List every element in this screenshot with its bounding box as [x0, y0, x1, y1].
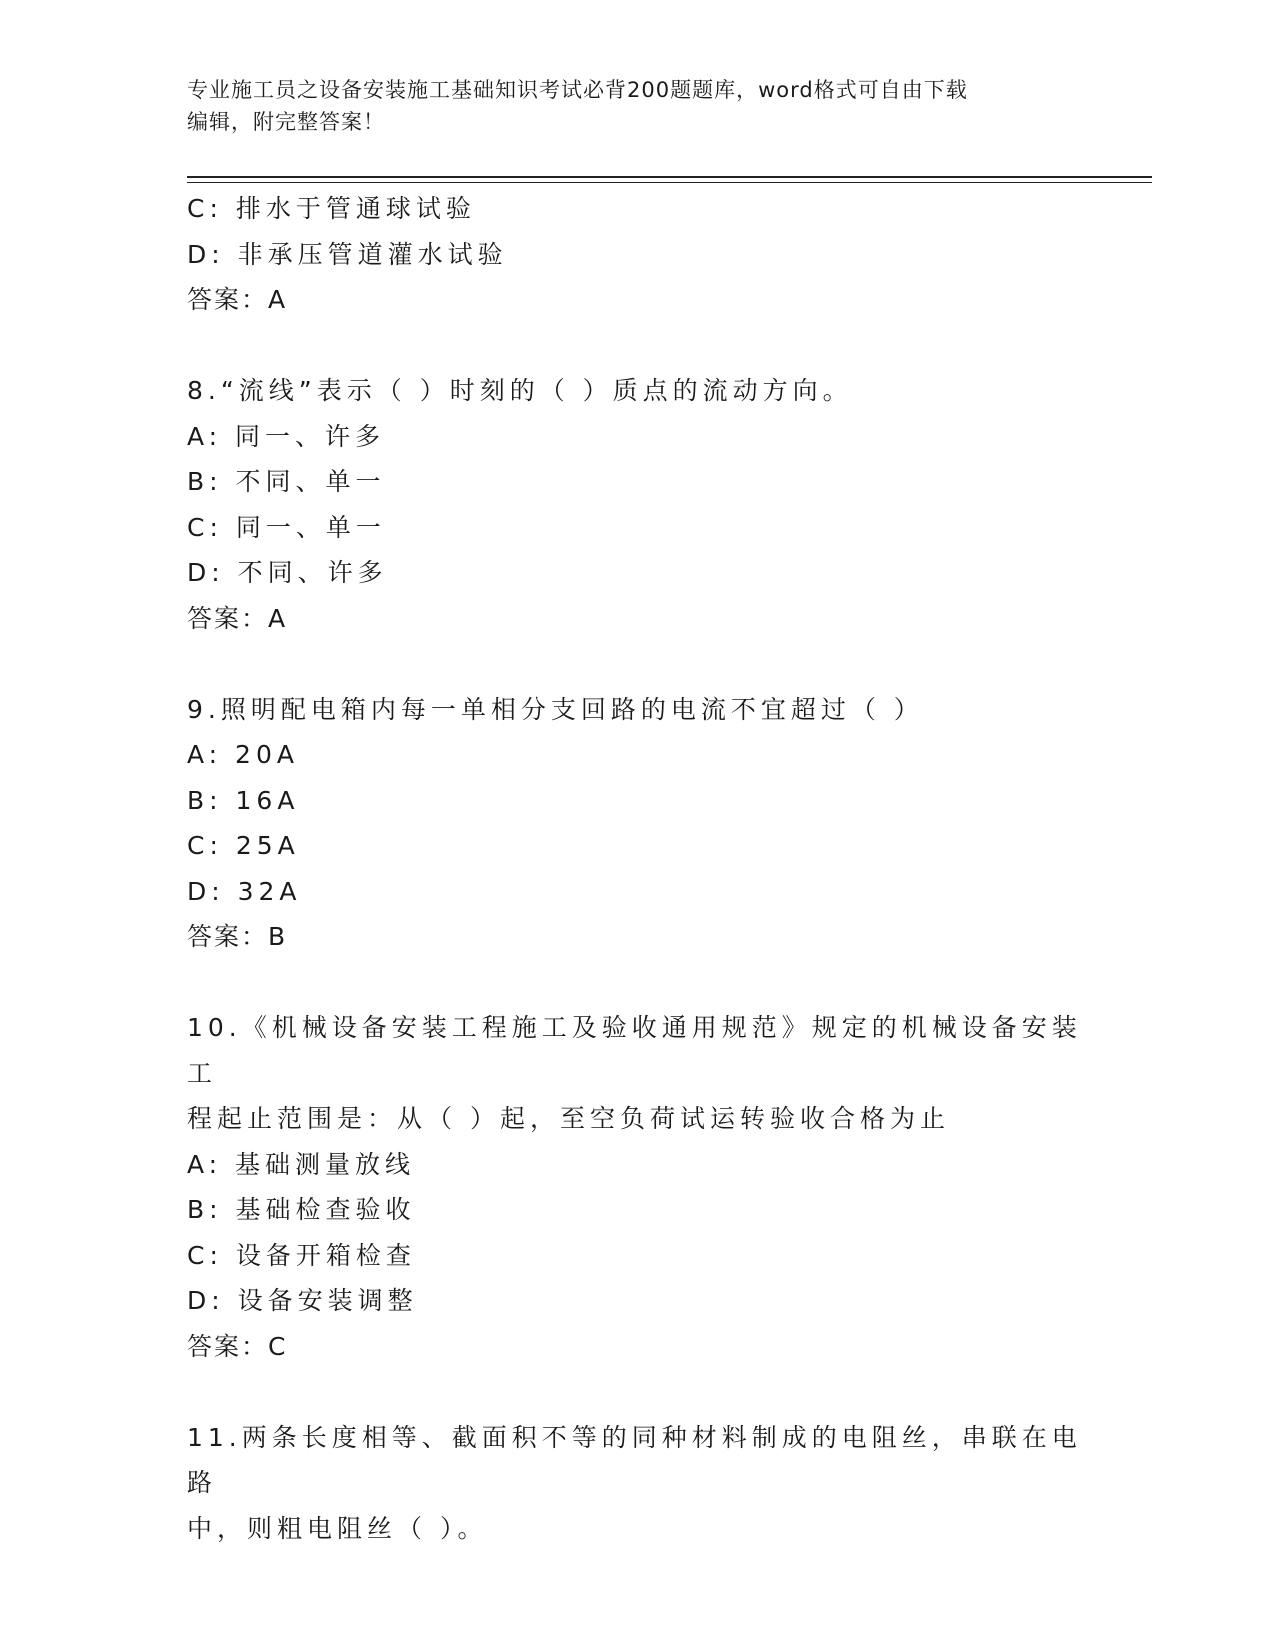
- question-10: [187, 1005, 1087, 1369]
- question-stem-line-2: 程起止范围是：从（ ）起，至空负荷试运转验收合格为止: [187, 1104, 950, 1133]
- header-divider-thin: [187, 182, 1152, 183]
- option-c: C: 排水于管通球试验: [187, 194, 476, 223]
- question-stem-line-1: 11.两条长度相等、截面积不等的同种材料制成的电阻丝，串联在电路: [187, 1422, 1082, 1497]
- spacer: [187, 323, 1087, 369]
- option-c: C: 25A: [187, 831, 300, 860]
- document-body: [187, 186, 1087, 1551]
- header-divider-thick: [187, 176, 1152, 178]
- option-d: D: 32A: [187, 876, 302, 906]
- header-line-2: 编辑，附完整答案！: [187, 110, 385, 134]
- question-stem: 8.“流线”表示（ ）时刻的（ ）质点的流动方向。: [187, 376, 853, 405]
- answer-line: 答案：B: [187, 922, 288, 951]
- option-d: D: 非承压管道灌水试验: [187, 239, 508, 269]
- option-d: D: 不同、许多: [187, 558, 388, 587]
- question-stem: 9.照明配电箱内每一单相分支回路的电流不宜超过（ ）: [187, 694, 924, 724]
- spacer: [187, 960, 1087, 1006]
- option-a: A: 20A: [187, 740, 299, 769]
- answer-line: 答案：A: [187, 285, 288, 314]
- option-c: C: 同一、单一: [187, 512, 386, 542]
- option-c: C: 设备开箱检查: [187, 1240, 416, 1270]
- option-b: B: 不同、单一: [187, 467, 386, 496]
- option-d: D: 设备安装调整: [187, 1286, 418, 1315]
- question-8: [187, 368, 1087, 641]
- option-a: A: 基础测量放线: [187, 1149, 416, 1179]
- question-stem-line-1: 10.《机械设备安装工程施工及验收通用规范》规定的机械设备安装工: [187, 1013, 1082, 1088]
- answer-line: 答案：C: [187, 1331, 288, 1361]
- spacer: [187, 1369, 1087, 1415]
- question-9: [187, 687, 1087, 960]
- option-b: B: 基础检查验收: [187, 1195, 416, 1224]
- option-b: B: 16A: [187, 785, 300, 815]
- question-11: [187, 1415, 1087, 1552]
- header-line-1: 专业施工员之设备安装施工基础知识考试必背200题题库，word格式可自由下载: [187, 78, 968, 102]
- question-stem-line-2: 中，则粗电阻丝（ ）。: [187, 1513, 488, 1543]
- question-7-continuation: [187, 186, 1087, 323]
- document-header: [187, 74, 1087, 138]
- spacer: [187, 641, 1087, 687]
- option-a: A: 同一、许多: [187, 421, 386, 451]
- answer-line: 答案：A: [187, 603, 288, 633]
